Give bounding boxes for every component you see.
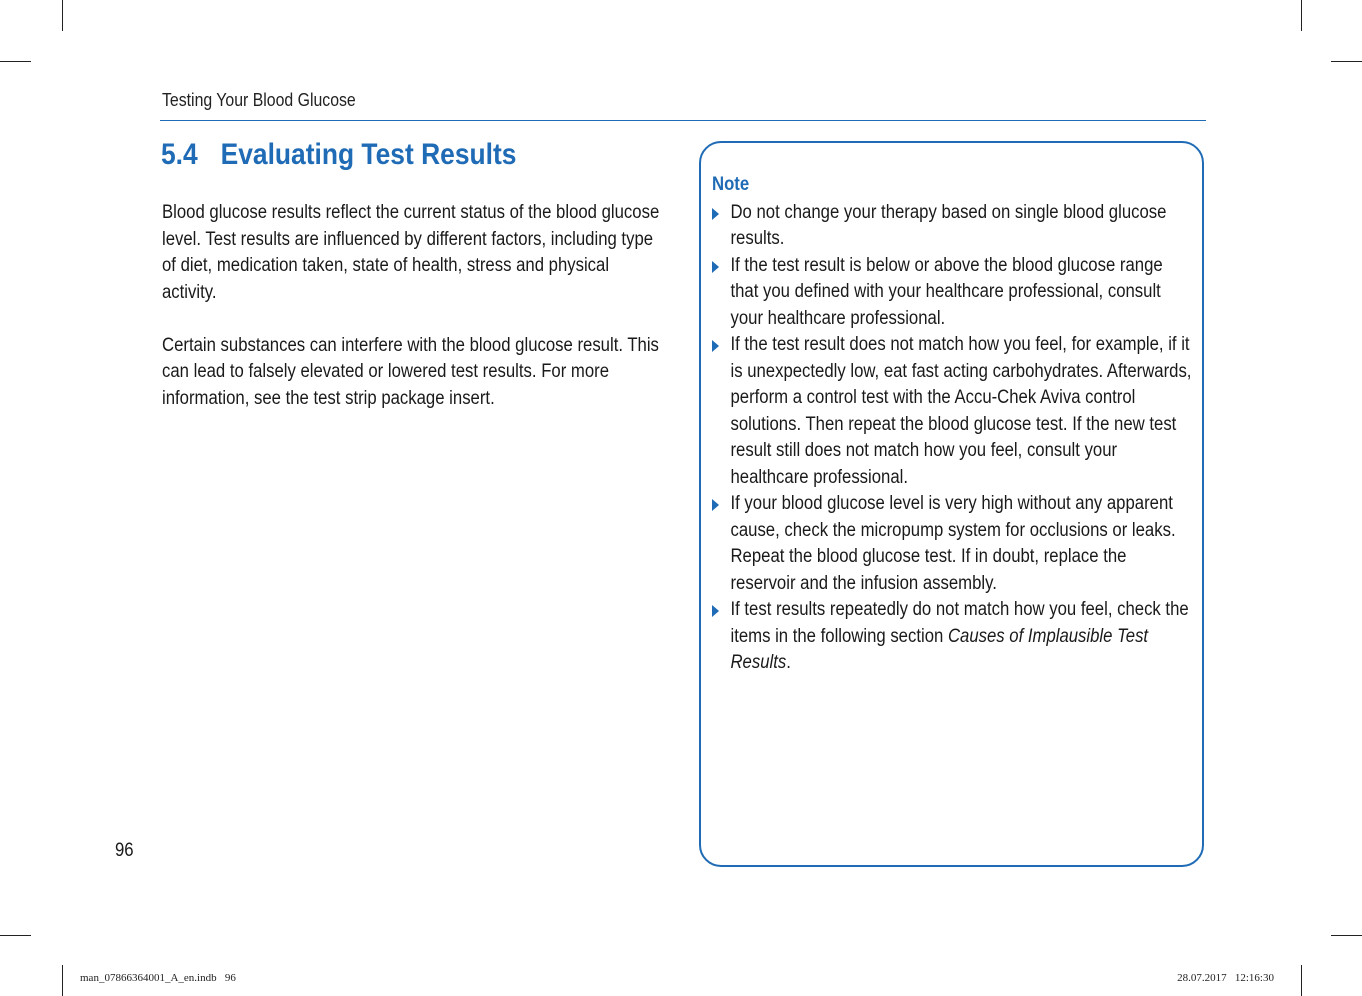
cross-reference: Causes of Implausible Test Results xyxy=(730,625,1149,673)
section-title xyxy=(161,138,516,172)
note-item: If the test result is below or above the blood glucose range that you defined with your healthcare professional, consult your healthcare professional. xyxy=(712,253,1192,333)
section-title-text: Evaluating Test Results xyxy=(220,138,517,171)
note-item: If your blood glucose level is very high without any apparent cause, check the micropump system for occlusions or leaks. Repeat the blood glucose test. If in doubt, replace the reservoir and the infusion assembly. xyxy=(712,491,1192,597)
triangle-bullet-icon xyxy=(712,499,719,511)
crop-mark xyxy=(1331,935,1362,936)
slug-date: 28.07.2017 12:16:30 xyxy=(1177,972,1274,984)
paragraph: Certain substances can interfere with the blood glucose result. This can lead to falsely elevated or lowered test results. For more information, see the test strip package insert. xyxy=(162,334,659,409)
crop-mark xyxy=(62,0,63,31)
body-text xyxy=(162,200,664,439)
crop-mark xyxy=(1331,61,1362,62)
note-item: If test results repeatedly do not match how you feel, check the items in the following section Causes of Implausible Test Results. xyxy=(712,597,1192,677)
note-content xyxy=(712,172,1192,677)
section-number: 5.4 xyxy=(161,138,198,171)
crop-mark xyxy=(1301,0,1302,31)
slug-file: man_07866364001_A_en.indb 96 xyxy=(80,972,236,984)
triangle-bullet-icon xyxy=(712,261,719,273)
crop-mark xyxy=(62,965,63,996)
header-rule xyxy=(160,120,1206,121)
note-item: Do not change your therapy based on single blood glucose results. xyxy=(712,200,1192,253)
note-title: Note xyxy=(712,174,750,195)
triangle-bullet-icon xyxy=(712,208,719,220)
triangle-bullet-icon xyxy=(712,605,719,617)
note-item: If the test result does not match how you feel, for example, if it is unexpectedly low, eat fast acting carbohydrates. Afterwards, perform a control test with the Accu-Chek Aviva control solutions. Then repeat the blood glucose test. If the new test result still does not match how you feel, consult your healthcare professional. xyxy=(712,332,1192,491)
page-number: 96 xyxy=(115,840,134,861)
crop-mark xyxy=(0,61,31,62)
crop-mark xyxy=(1301,965,1302,996)
crop-mark xyxy=(0,935,31,936)
paragraph: Blood glucose results reflect the current status of the blood glucose level. Test results are influenced by different factors, including type of diet, medication taken, state of health, stress and physical activity. xyxy=(162,202,660,303)
running-head: Testing Your Blood Glucose xyxy=(162,90,356,110)
triangle-bullet-icon xyxy=(712,340,719,352)
